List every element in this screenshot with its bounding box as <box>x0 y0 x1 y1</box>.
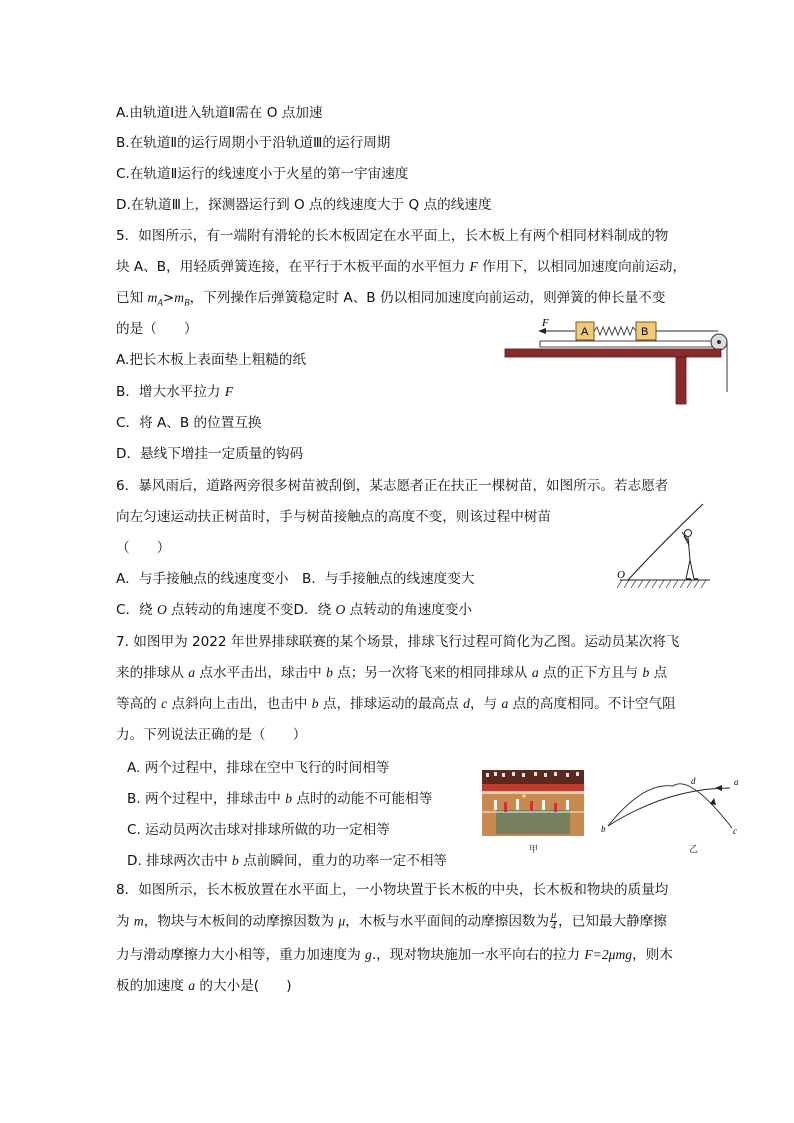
mu-over-4-fraction: $\frac{\mu}{4}$ <box>551 910 557 932</box>
q4-option-b: B.在轨道Ⅱ的运行周期小于沿轨道Ⅲ的运行周期 <box>116 135 391 151</box>
pivot-o-label: O <box>617 569 625 581</box>
point-d-label: d <box>691 776 696 786</box>
q7-option-b: B. 两个过程中，排球击中 b 点时的动能不可能相等 <box>127 791 433 807</box>
q8-stem-line1: 8．如图所示，长木板放置在水平面上，一小物块置于长木板的中央，长木板和物块的质量均 <box>116 882 669 898</box>
q8-stem-line3: 力与滑动摩擦力大小相等，重力加速度为 g.，现对物块施加一水平向右的拉力 F=2μmg，则木 <box>116 947 673 963</box>
q5-stem-line3: 已知 $m_A>m_B$，下列操作后弹簧稳定时 A、B 仍以相同加速度向前运动，则弹簧的伸长量不变 <box>116 290 666 308</box>
spring <box>594 327 636 335</box>
q6-stem-line2: 向左匀速运动扶正树苗时，手与树苗接触点的高度不变，则该过程中树苗 <box>116 509 551 525</box>
q6-sapling-figure <box>608 500 712 592</box>
q7-stem-line4: 力。下列说法正确的是（ ） <box>116 727 307 743</box>
q5-option-d: D．悬线下增挂一定质量的钩码 <box>116 446 304 462</box>
volleyball-match-photo <box>482 770 584 836</box>
q7-trajectory-figure <box>598 774 744 838</box>
trajectory-c-to-b <box>608 784 732 828</box>
q6-options-cd: C．绕 O 点转动的角速度不变D．绕 O 点转动的角速度变小 <box>116 602 472 618</box>
q5-option-c: C．将 A、B 的位置互换 <box>116 415 262 431</box>
q6-options-ab: A．与手接触点的线速度变小 B．与手接触点的线速度变大 <box>116 571 475 587</box>
q5-stem-line2: 块 A、B，用轻质弹簧连接，在平行于木板平面的水平恒力 F 作用下，以相同加速度向前运动， <box>116 259 687 275</box>
figure-yi-caption: 乙 <box>689 845 699 855</box>
q7-stem-line3: 等高的 c 点斜向上击出，也击中 b 点，排球运动的最高点 d，与 a 点的高度相同。不计空气阻 <box>116 696 676 712</box>
block-a-label: A <box>581 326 589 338</box>
point-b-label: b <box>601 824 606 834</box>
q5-board-pulley-figure <box>500 312 730 406</box>
point-a-label: a <box>734 777 739 787</box>
q7-stem-line1: 7. 如图甲为 2022 年世界排球联赛的某个场景，排球飞行过程可简化为乙图。运动员某次将飞 <box>116 634 680 650</box>
q8-stem-line2: 为 m，物块与木板间的动摩擦因数为 μ，木板与水平面间的动摩擦因数为 $\frac{\mu}{4}$ ，已知最大静摩擦 <box>116 910 667 932</box>
q8-stem-line4: 板的加速度 a 的大小是( ) <box>116 978 292 994</box>
q5-option-b: B．增大水平拉力 F <box>116 384 234 400</box>
volunteer-head <box>685 530 692 537</box>
force-label: F <box>542 317 549 329</box>
long-board <box>540 341 716 347</box>
q4-option-a: A.由轨道Ⅰ进入轨道Ⅱ需在 O 点加速 <box>116 105 323 121</box>
q7-option-c: C. 运动员两次击球对排球所做的功一定相等 <box>127 822 390 838</box>
block-b-label: B <box>641 326 649 338</box>
q6-stem-line1: 6．暴风雨后，道路两旁很多树苗被刮倒，某志愿者正在扶正一棵树苗，如图所示。若志愿者 <box>116 478 669 494</box>
table-leg <box>676 357 686 404</box>
q5-option-a: A.把长木板上表面垫上粗糙的纸 <box>116 352 307 368</box>
q7-option-a: A. 两个过程中，排球在空中飞行的时间相等 <box>127 760 390 776</box>
q7-stem-line2: 来的排球从 a 点水平击出，球击中 b 点；另一次将飞来的相同排球从 a 点的正下方且与 b 点 <box>116 665 668 681</box>
q7-option-d: D. 排球两次击中 b 点前瞬间，重力的功率一定不相等 <box>127 853 448 869</box>
point-c-label: c <box>733 826 737 836</box>
table-top <box>505 349 721 357</box>
q6-stem-line3: （ ） <box>116 540 171 556</box>
q5-stem-line4: 的是（ ） <box>116 321 198 337</box>
q5-stem-line1: 5．如图所示，有一端附有滑轮的长木板固定在水平面上，长木板上有两个相同材料制成的物 <box>116 228 669 244</box>
trajectory-a-to-b <box>608 788 730 826</box>
figure-jia-caption: 甲 <box>529 845 539 855</box>
q4-option-c: C.在轨道Ⅱ运行的线速度小于火星的第一宇宙速度 <box>116 166 409 182</box>
q4-option-d: D.在轨道Ⅲ上，探测器运行到 O 点的线速度大于 Q 点的线速度 <box>116 197 492 213</box>
